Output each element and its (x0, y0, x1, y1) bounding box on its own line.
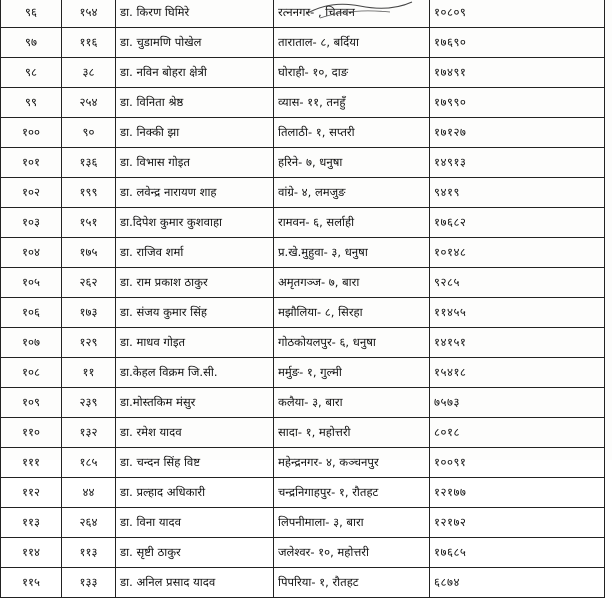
roll-number-cell: २६४ (62, 508, 116, 538)
registration-number-cell: ८०१८ (430, 418, 605, 448)
serial-number-cell: ११४ (1, 538, 62, 568)
registration-number-cell: ९४१९ (430, 178, 605, 208)
doctor-name-cell: डा.दिपेश कुमार कुशवाहा (116, 208, 274, 238)
registration-number-cell: १७६८५ (430, 538, 605, 568)
registration-number-cell: १५४१८ (430, 358, 605, 388)
table-row (1, 328, 605, 358)
address-cell: तिलाठी- १, सप्तरी (274, 118, 430, 148)
table-row (1, 388, 605, 418)
table-row (1, 238, 605, 268)
serial-number-cell: १०८ (1, 358, 62, 388)
registration-number-cell: ११४५५ (430, 298, 605, 328)
doctor-name-cell: डा.मोस्तकिम मंसुर (116, 388, 274, 418)
serial-number-cell: १०५ (1, 268, 62, 298)
doctor-name-cell: डा. विना यादव (116, 508, 274, 538)
serial-number-cell: १०७ (1, 328, 62, 358)
roll-number-cell: १७३ (62, 298, 116, 328)
roll-number-cell: १२९ (62, 328, 116, 358)
table-row (1, 538, 605, 568)
serial-number-cell: १०० (1, 118, 62, 148)
doctor-name-cell: डा. अनिल प्रसाद यादव (116, 568, 274, 598)
roll-number-cell: १८५ (62, 448, 116, 478)
doctor-name-cell: डा. चन्दन सिंह विष्ट (116, 448, 274, 478)
table-row (1, 298, 605, 328)
table-row (1, 358, 605, 388)
table-row (1, 568, 605, 598)
roll-number-cell: ११ (62, 358, 116, 388)
doctor-name-cell: डा. प्रल्हाद अधिकारी (116, 478, 274, 508)
doctor-name-cell: डा. नविन बोहरा क्षेत्री (116, 58, 274, 88)
doctor-name-cell: डा. संजय कुमार सिंह (116, 298, 274, 328)
roll-number-cell: १५४ (62, 0, 116, 28)
doctor-name-cell: डा.केहल विक्रम जि.सी. (116, 358, 274, 388)
roll-number-cell: १५१ (62, 208, 116, 238)
address-cell: रामवन- ६, सर्लाही (274, 208, 430, 238)
roll-number-cell: ९० (62, 118, 116, 148)
roll-number-cell: १७५ (62, 238, 116, 268)
serial-number-cell: १०२ (1, 178, 62, 208)
table-row (1, 208, 605, 238)
address-cell: ताराताल- ८, बर्दिया (274, 28, 430, 58)
registration-number-cell: १०८०९ (430, 0, 605, 28)
serial-number-cell: १०६ (1, 298, 62, 328)
registration-number-cell: १४९१३ (430, 148, 605, 178)
roll-number-cell: १३६ (62, 148, 116, 178)
address-cell: मझौलिया- ८, सिरहा (274, 298, 430, 328)
roll-number-cell: १३३ (62, 568, 116, 598)
table-row (1, 478, 605, 508)
table-row (1, 418, 605, 448)
registration-number-cell: १००९१ (430, 448, 605, 478)
registration-number-cell: ९२८५ (430, 268, 605, 298)
table-body (1, 0, 605, 598)
table-row (1, 58, 605, 88)
address-cell: जलेश्वर- १०, महोत्तरी (274, 538, 430, 568)
serial-number-cell: ९६ (1, 0, 62, 28)
serial-number-cell: १०९ (1, 388, 62, 418)
registration-number-cell: १७९९० (430, 88, 605, 118)
doctor-name-cell: डा. लवेन्द्र नारायण शाह (116, 178, 274, 208)
address-cell: रत्ननगर- , चितवन (274, 0, 430, 28)
serial-number-cell: ११० (1, 418, 62, 448)
address-cell: प्र.खे.मुहुवा- ३, धनुषा (274, 238, 430, 268)
registration-number-cell: ७५७३ (430, 388, 605, 418)
table-row (1, 28, 605, 58)
serial-number-cell: १०१ (1, 148, 62, 178)
registration-number-cell: १७१२७ (430, 118, 605, 148)
serial-number-cell: ११५ (1, 568, 62, 598)
registration-number-cell: ६८७४ (430, 568, 605, 598)
serial-number-cell: १०३ (1, 208, 62, 238)
roll-number-cell: ११३ (62, 538, 116, 568)
address-cell: लिपनीमाला- ३, बारा (274, 508, 430, 538)
table-row (1, 508, 605, 538)
address-cell: महेन्द्रनगर- ४, कञ्चनपुर (274, 448, 430, 478)
address-cell: गोठकोयलपुर- ६, धनुषा (274, 328, 430, 358)
doctor-name-cell: डा. राम प्रकाश ठाकुर (116, 268, 274, 298)
table-row (1, 88, 605, 118)
roll-number-cell: २६२ (62, 268, 116, 298)
serial-number-cell: १०४ (1, 238, 62, 268)
doctor-name-cell: डा. राजिव शर्मा (116, 238, 274, 268)
doctor-name-cell: डा. चुडामणि पोखेल (116, 28, 274, 58)
table-row (1, 268, 605, 298)
registration-number-cell: १४१५१ (430, 328, 605, 358)
doctor-name-cell: डा. निक्की झा (116, 118, 274, 148)
table-row (1, 448, 605, 478)
serial-number-cell: ९७ (1, 28, 62, 58)
address-cell: हरिने- ७, धनुषा (274, 148, 430, 178)
registration-number-cell: १७४९१ (430, 58, 605, 88)
doctor-name-cell: डा. माधव गोइत (116, 328, 274, 358)
table-row (1, 148, 605, 178)
table-row (1, 178, 605, 208)
address-cell: व्यास- ११, तनहुँ (274, 88, 430, 118)
roll-number-cell: ११६ (62, 28, 116, 58)
registration-number-cell: १२१७२ (430, 508, 605, 538)
registration-number-cell: १७६९० (430, 28, 605, 58)
table-row (1, 118, 605, 148)
address-cell: पिपरिया- १, रौतहट (274, 568, 430, 598)
doctor-name-cell: डा. रमेश यादव (116, 418, 274, 448)
roll-number-cell: २३९ (62, 388, 116, 418)
registration-number-cell: १७६८२ (430, 208, 605, 238)
serial-number-cell: १११ (1, 448, 62, 478)
address-cell: सादा- १, महोत्तरी (274, 418, 430, 448)
address-cell: वांग्रे- ४, लमजुङ (274, 178, 430, 208)
registration-number-cell: १०१४८ (430, 238, 605, 268)
roll-number-cell: २५४ (62, 88, 116, 118)
roll-number-cell: ३८ (62, 58, 116, 88)
doctor-name-cell: डा. विभास गोइत (116, 148, 274, 178)
doctor-name-cell: डा. विनिता श्रेष्ठ (116, 88, 274, 118)
address-cell: मर्मुङ- १, गुल्मी (274, 358, 430, 388)
serial-number-cell: ९८ (1, 58, 62, 88)
serial-number-cell: ११३ (1, 508, 62, 538)
table-row (1, 0, 605, 28)
address-cell: घोराही- १०, दाङ (274, 58, 430, 88)
address-cell: अमृतगञ्ज- ७, बारा (274, 268, 430, 298)
roll-number-cell: ४४ (62, 478, 116, 508)
registration-number-cell: १२१७७ (430, 478, 605, 508)
serial-number-cell: ११२ (1, 478, 62, 508)
address-cell: चन्द्रनिगाहपुर- १, रौतहट (274, 478, 430, 508)
roll-number-cell: १९९ (62, 178, 116, 208)
doctor-name-cell: डा. सृष्टी ठाकुर (116, 538, 274, 568)
roll-number-cell: १३२ (62, 418, 116, 448)
serial-number-cell: ९९ (1, 88, 62, 118)
doctor-name-cell: डा. किरण घिमिरे (116, 0, 274, 28)
address-cell: कलैया- ३, बारा (274, 388, 430, 418)
